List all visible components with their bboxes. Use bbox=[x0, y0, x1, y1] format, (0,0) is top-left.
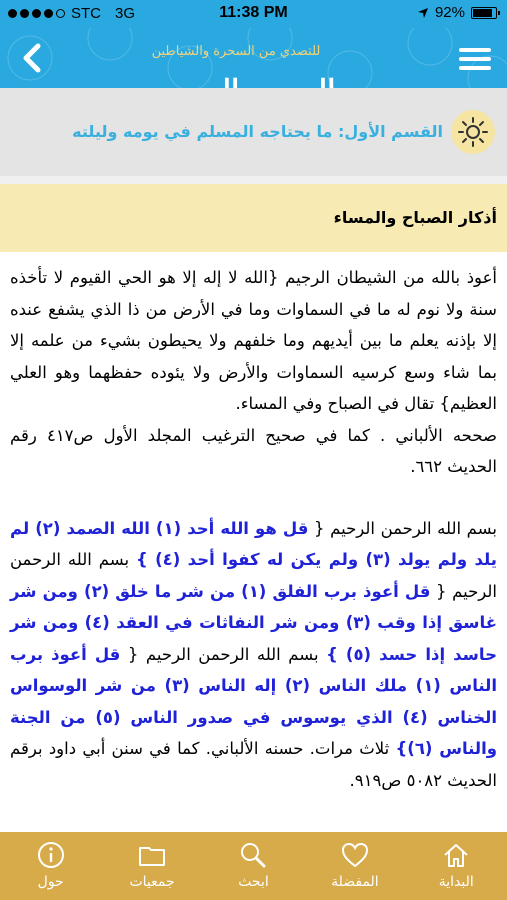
dhikr-note: ثلاث مرات. حسنه الألباني. كما في سنن أبي داود برقم الحديث ٥٠٨٢ ص٩١٩. bbox=[10, 739, 497, 790]
battery-icon bbox=[471, 7, 497, 19]
menu-button[interactable] bbox=[457, 40, 493, 76]
dhikr-text: أعوذ بالله من الشيطان الرجيم {الله لا إله إلا هو الحي القيوم لا تأخذه سنة ولا نوم له ما في السماوات وما في الأرض من ذا الذي يشفع عنده إلا بإذنه يعلم ما بين أيديهم وما خلفهم ولا يحيطون بشيء من علمه إلا بما شاء وسع كرسيه السماوات والأرض ولا يئوده حفظهما وهو العلي العظيم} تقال في الصباح وفي المساء. bbox=[10, 268, 497, 413]
network-type: 3G bbox=[115, 5, 136, 22]
dhikr-three-quls bbox=[10, 513, 497, 797]
logo-subtitle: للتصدي من السحرة والشياطين bbox=[151, 44, 321, 59]
dhikr-ayat-alkursi bbox=[10, 262, 497, 483]
back-button[interactable] bbox=[14, 38, 54, 78]
tab-favorites[interactable] bbox=[304, 832, 405, 900]
section-bar bbox=[0, 88, 507, 176]
tab-home[interactable] bbox=[406, 832, 507, 900]
basmala: بسم الله الرحمن الرحيم { bbox=[10, 550, 497, 601]
basmala: بسم الله الرحمن الرحيم { bbox=[127, 644, 319, 664]
app-logo bbox=[80, 34, 400, 82]
nav-bar bbox=[0, 28, 507, 88]
search-icon bbox=[238, 840, 268, 870]
content-text-area[interactable] bbox=[0, 252, 507, 832]
home-icon bbox=[441, 840, 471, 870]
brightness-button[interactable] bbox=[451, 110, 495, 154]
info-icon bbox=[36, 840, 66, 870]
status-right bbox=[417, 4, 497, 21]
tab-about[interactable] bbox=[0, 832, 101, 900]
chapter-title: أذكار الصباح والمساء bbox=[333, 208, 497, 227]
battery-percent: 92% bbox=[434, 4, 465, 21]
chevron-left-icon bbox=[14, 38, 54, 78]
carrier-name: STC bbox=[71, 5, 101, 22]
section-title: القسم الأول: ما يحتاجه المسلم في يومه وليلته bbox=[72, 122, 443, 141]
tab-label: ابحث bbox=[238, 874, 269, 890]
tab-label: المفضلة bbox=[331, 874, 379, 890]
basmala: بسم الله الرحمن الرحيم { bbox=[314, 518, 497, 538]
clock: 11:38 PM bbox=[219, 4, 288, 21]
tab-collections[interactable] bbox=[101, 832, 202, 900]
tab-label: حول bbox=[37, 874, 64, 890]
folder-icon bbox=[137, 840, 167, 870]
brightness-icon bbox=[451, 110, 495, 154]
surah-falaq: قل أعوذ برب الفلق (١) من شر ما خلق (٢) ومن شر غاسق إذا وقب (٣) ومن شر النفاثات في العقد (٤) ومن شر حاسد إذا حسد (٥) } bbox=[10, 581, 497, 664]
tab-label: جمعيات bbox=[129, 874, 175, 890]
surah-ikhlas: قل هو الله أحد (١) الله الصمد (٢) لم يلد ولم يولد (٣) ولم يكن له كفوا أحد (٤) } bbox=[10, 518, 497, 569]
divider bbox=[0, 176, 507, 184]
heart-icon bbox=[340, 840, 370, 870]
surah-nas: قل أعوذ برب الناس (١) ملك الناس (٢) إله الناس (٣) من شر الوسواس الخناس (٤) الذي يوسوس في صدور الناس (٥) من الجنة والناس (٦)} bbox=[10, 644, 498, 758]
location-arrow-icon bbox=[417, 7, 429, 19]
tab-search[interactable] bbox=[203, 832, 304, 900]
tab-bar bbox=[0, 832, 507, 900]
dhikr-source: صححه الألباني . كما في صحيح الترغيب المجلد الأول ص٤١٧ رقم الحديث ٦٦٢. bbox=[10, 425, 497, 476]
tab-label: البداية bbox=[438, 874, 474, 890]
chapter-header bbox=[0, 184, 507, 252]
hamburger-menu-icon bbox=[457, 40, 493, 70]
status-bar bbox=[0, 0, 507, 28]
